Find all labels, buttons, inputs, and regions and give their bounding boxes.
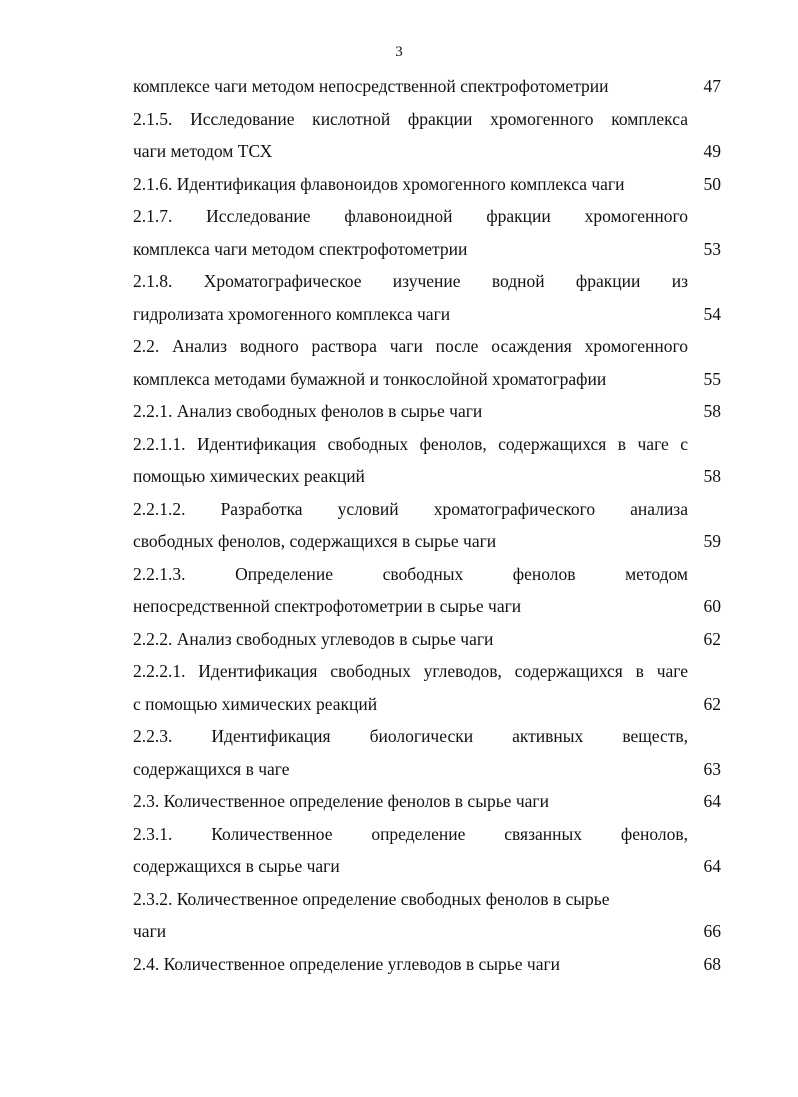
toc-entry-text: 2.4. Количественное определение углеводов в сырье чаги (133, 953, 561, 974)
toc-page-number: 68 (703, 953, 721, 974)
toc-entry-text: содержащихся в чаге (133, 758, 290, 779)
toc-line (133, 655, 721, 688)
toc-entry-text: 2.2.2.1. Идентификация свободных углеводов, содержащихся в чаге (133, 661, 688, 681)
toc-line (133, 688, 721, 721)
toc-page-number: 64 (703, 791, 721, 811)
toc-entry-text: 2.1.7. Исследование флавоноидной фракции хромогенного (133, 206, 688, 226)
toc-entry-text: 2.1.6. Идентификация флавоноидов хромогенного комплекса чаги (133, 173, 625, 194)
toc-entry-text: 2.2.3. Идентификация биологически активных веществ, (133, 726, 688, 746)
toc-page-number: 66 (703, 921, 721, 941)
toc-page-number: 58 (703, 466, 721, 486)
toc-line (133, 850, 721, 883)
toc-page-number: 64 (703, 856, 721, 876)
toc-page-number: 62 (703, 628, 721, 649)
toc-entry-text: непосредственной спектрофотометрии в сырье чаги (133, 596, 522, 616)
toc-entry-text: чаги методом ТСХ (133, 141, 273, 161)
toc-page-number: 59 (703, 531, 721, 551)
toc-line (133, 948, 721, 981)
toc-entry-text: гидролизата хромогенного комплекса чаги (133, 303, 451, 324)
toc-line (133, 103, 721, 136)
toc-line (133, 493, 721, 526)
toc-line (133, 168, 721, 201)
toc-entry-text: свободных фенолов, содержащихся в сырье чаги (133, 531, 497, 551)
toc-line (133, 785, 721, 818)
toc-page-number: 47 (703, 76, 721, 96)
toc-page-number: 55 (703, 368, 721, 389)
toc-line (133, 460, 721, 493)
toc-entry-text: 2.3.1. Количественное определение связанных фенолов, (133, 823, 688, 844)
toc-line (133, 70, 721, 103)
toc-entry-text: 2.2.2. Анализ свободных углеводов в сырье чаги (133, 628, 494, 649)
toc-entry-text: помощью химических реакций (133, 466, 365, 486)
toc-page-number: 50 (703, 173, 721, 194)
toc-line (133, 428, 721, 461)
table-of-contents (133, 70, 721, 980)
toc-entry-text: 2.1.8. Хроматографическое изучение водной фракции из (133, 271, 688, 291)
toc-line (133, 818, 721, 851)
toc-entry-text: 2.2.1.2. Разработка условий хроматографического анализа (133, 498, 688, 519)
toc-page-number: 63 (703, 758, 721, 779)
toc-line (133, 233, 721, 266)
toc-page-number: 62 (703, 693, 721, 714)
toc-entry-text: 2.3. Количественное определение фенолов в сырье чаги (133, 791, 549, 811)
toc-entry-text: 2.2.1.1. Идентификация свободных фенолов, содержащихся в чаге с (133, 433, 688, 454)
toc-line (133, 623, 721, 656)
toc-entry-text: 2.3.2. Количественное определение свободных фенолов в сырье (133, 888, 610, 909)
toc-entry-text: комплекса чаги методом спектрофотометрии (133, 238, 468, 259)
page-number: 3 (395, 44, 403, 60)
toc-entry-text: 2.1.5. Исследование кислотной фракции хромогенного комплекса (133, 108, 688, 129)
toc-page-number: 53 (703, 238, 721, 259)
toc-line (133, 753, 721, 786)
toc-entry-text: 2.2. Анализ водного раствора чаги после осаждения хромогенного (133, 336, 688, 356)
toc-line (133, 298, 721, 331)
toc-line (133, 558, 721, 591)
toc-line (133, 200, 721, 233)
toc-line (133, 363, 721, 396)
toc-entry-text: содержащихся в сырье чаги (133, 856, 340, 876)
toc-line (133, 395, 721, 428)
toc-entry-text: чаги (133, 921, 167, 941)
toc-page-number: 54 (703, 303, 721, 324)
toc-line (133, 265, 721, 298)
toc-entry-text: с помощью химических реакций (133, 693, 378, 714)
toc-page-number: 58 (703, 401, 721, 421)
toc-page-number: 49 (703, 141, 721, 161)
toc-line (133, 135, 721, 168)
toc-page-number: 60 (703, 596, 721, 616)
toc-entry-text: комплекса методами бумажной и тонкослойной хроматографии (133, 368, 607, 389)
toc-line (133, 720, 721, 753)
toc-entry-text: 2.2.1.3. Определение свободных фенолов методом (133, 563, 688, 584)
toc-line (133, 883, 721, 916)
toc-entry-text: 2.2.1. Анализ свободных фенолов в сырье чаги (133, 401, 483, 421)
toc-line (133, 330, 721, 363)
toc-line (133, 525, 721, 558)
toc-line (133, 590, 721, 623)
toc-entry-text: комплексе чаги методом непосредственной спектрофотометрии (133, 76, 609, 96)
toc-line (133, 915, 721, 948)
